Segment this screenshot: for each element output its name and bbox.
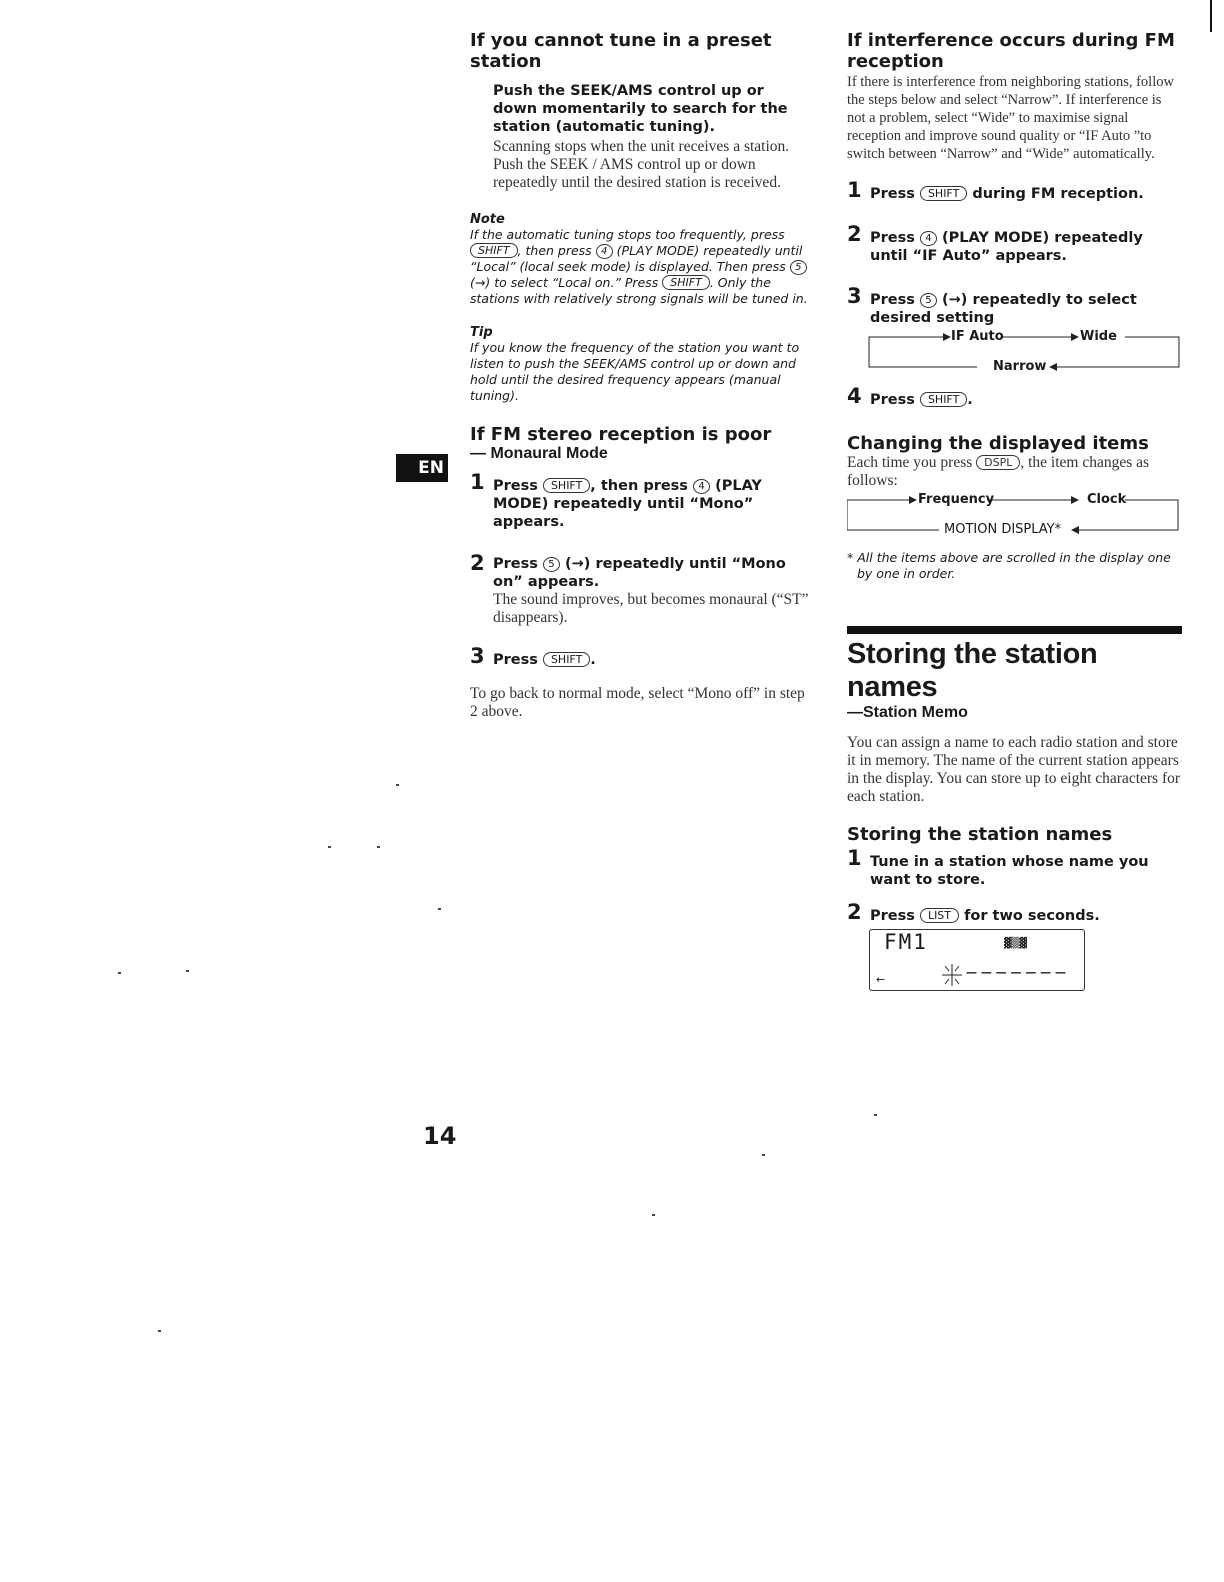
note-text bbox=[470, 227, 810, 307]
key-4-icon: 4 bbox=[693, 479, 710, 494]
step-text: (PLAY MODE) repeatedly until “IF Auto” appears. bbox=[870, 230, 1143, 264]
step-number: 3 bbox=[847, 284, 862, 308]
scan-speck bbox=[874, 1114, 877, 1116]
mono-step-1 bbox=[470, 470, 810, 531]
scan-speck bbox=[396, 784, 399, 786]
flow-clock: Clock bbox=[1087, 492, 1127, 507]
key-5-icon: 5 bbox=[790, 260, 807, 275]
step-text: Press bbox=[493, 478, 538, 494]
page-number: 14 bbox=[423, 1122, 457, 1150]
scan-speck bbox=[377, 846, 380, 848]
shift-key-icon: SHIFT bbox=[920, 392, 967, 407]
memo-subheading: Storing the station names bbox=[847, 824, 1113, 845]
scan-speck bbox=[652, 1214, 655, 1216]
shift-key-icon: SHIFT bbox=[470, 243, 518, 258]
key-5-icon: 5 bbox=[920, 293, 937, 308]
step-text: , then press bbox=[590, 478, 688, 494]
lcd-arrow: ← bbox=[876, 973, 886, 986]
shift-key-icon: SHIFT bbox=[920, 186, 967, 201]
step-text bbox=[493, 555, 810, 591]
display-body-text: , the item changes as follows: bbox=[847, 454, 1150, 489]
step-text: Press bbox=[870, 292, 915, 308]
right-column bbox=[847, 30, 1182, 991]
mono-subheading: — Monaural Mode bbox=[470, 445, 608, 462]
memo-body: You can assign a name to each radio station and store it in memory. The name of the current station appears in the display. You can store up to eight characters for each station. bbox=[847, 734, 1181, 805]
mono-step-2-body: The sound improves, but becomes monaural (“ST” disappears). bbox=[493, 591, 809, 626]
shift-key-icon: SHIFT bbox=[662, 275, 710, 290]
flow-narrow: Narrow bbox=[993, 359, 1047, 374]
interference-step-3 bbox=[847, 284, 1182, 327]
step-text: (→) repeatedly until “Mono on” appears. bbox=[493, 556, 786, 590]
scan-speck bbox=[186, 970, 189, 972]
flow-wide: Wide bbox=[1080, 329, 1117, 344]
step-number: 4 bbox=[847, 384, 862, 408]
tip-text: If you know the frequency of the station you want to listen to push the SEEK/AMS control up or down and hold until the desired frequency appears (manual tuning). bbox=[470, 340, 800, 403]
mono-heading: If FM stereo reception is poor bbox=[470, 424, 772, 445]
mono-step-3: 3 Press SHIFT . bbox=[470, 644, 596, 668]
interference-heading: If interference occurs during FM reception bbox=[847, 30, 1175, 72]
tip-title: Tip bbox=[470, 325, 493, 340]
step-text: Tune in a station whose name you want to store. bbox=[870, 854, 1149, 888]
display-body-text: Each time you press bbox=[847, 454, 973, 471]
step-number: 2 bbox=[847, 222, 862, 246]
memo-title: Storing the station names bbox=[847, 638, 1098, 703]
page-edge-mark bbox=[1210, 0, 1212, 32]
shift-key-icon: SHIFT bbox=[543, 652, 590, 667]
note-text-part: If the automatic tuning stops too frequently, press bbox=[470, 227, 785, 242]
key-4-icon: 4 bbox=[920, 231, 937, 246]
step-text: Press bbox=[870, 186, 915, 202]
scan-speck bbox=[328, 846, 331, 848]
step-text: Press bbox=[870, 392, 915, 408]
flow-motion-display: MOTION DISPLAY* bbox=[944, 522, 1062, 537]
note-title: Note bbox=[470, 212, 505, 227]
scan-speck bbox=[158, 1330, 161, 1332]
section-rule bbox=[847, 626, 1182, 634]
lcd-display bbox=[869, 929, 1085, 991]
note-block bbox=[470, 212, 810, 307]
flow-if-auto: IF Auto bbox=[951, 329, 1004, 344]
display-body bbox=[847, 454, 1182, 490]
step-text: Press bbox=[493, 652, 538, 668]
flow-frequency: Frequency bbox=[918, 492, 995, 507]
lcd-band: FM1 bbox=[884, 930, 928, 954]
preset-body: Scanning stops when the unit receives a station. Push the SEEK / AMS control up or down repeatedly until the desired station is received. bbox=[493, 138, 790, 191]
note-text-part: , then press bbox=[517, 243, 592, 258]
scan-speck bbox=[118, 972, 121, 974]
memo-step-1 bbox=[847, 846, 1182, 889]
step-text: during FM reception. bbox=[972, 186, 1144, 202]
memo-step-2 bbox=[847, 900, 1182, 925]
key-4-icon: 4 bbox=[596, 244, 613, 259]
step-number: 3 bbox=[470, 644, 485, 668]
dspl-key-icon: DSPL bbox=[976, 455, 1020, 470]
step-number: 1 bbox=[847, 846, 862, 870]
step-text: for two seconds. bbox=[964, 908, 1100, 924]
mono-step-2 bbox=[470, 551, 810, 627]
shift-key-icon: SHIFT bbox=[543, 478, 590, 493]
note-text-part: (PLAY MODE) repeatedly until “Local” (local seek mode) is displayed. Then press bbox=[470, 243, 803, 274]
step-text: (→) repeatedly to select desired setting bbox=[870, 292, 1137, 326]
display-footnote: * All the items above are scrolled in the display one by one in order. bbox=[847, 550, 1171, 581]
scan-speck bbox=[762, 1154, 765, 1156]
preset-instruction: Push the SEEK/AMS control up or down momentarily to search for the station (automatic tuning). bbox=[493, 83, 788, 135]
step-text: Press bbox=[870, 908, 915, 924]
step-text: (PLAY MODE) repeatedly until “Mono” appears. bbox=[493, 478, 762, 530]
interference-step-4: 4 Press SHIFT . bbox=[847, 384, 973, 408]
step-text: Press bbox=[870, 230, 915, 246]
note-text-part: . Only the stations with relatively strong signals will be tuned in. bbox=[470, 275, 808, 306]
tip-block bbox=[470, 325, 810, 404]
scan-speck bbox=[438, 908, 441, 910]
step-number: 1 bbox=[847, 178, 862, 202]
key-5-icon: 5 bbox=[543, 557, 560, 572]
step-number: 2 bbox=[470, 551, 485, 575]
preset-heading: If you cannot tune in a preset station bbox=[470, 30, 772, 72]
display-cycle-diagram bbox=[847, 492, 1182, 538]
blinking-cursor-icon bbox=[940, 962, 964, 988]
interference-step-1 bbox=[847, 178, 1182, 203]
interference-step-2 bbox=[847, 222, 1182, 265]
interference-body: If there is interference from neighboring stations, follow the steps below and select “Narrow”. If interference is not a problem, select “Wide” to maximise signal reception and improve sound quality or “IF Auto ”to switch between “Narrow” and “Wide” automatically. bbox=[847, 74, 1174, 162]
step-number: 2 bbox=[847, 900, 862, 924]
if-mode-cycle-diagram bbox=[847, 331, 1182, 375]
signal-icon: ▓▒▓ bbox=[1004, 938, 1028, 949]
step-number: 1 bbox=[470, 470, 485, 494]
step-text: Press bbox=[493, 556, 538, 572]
left-column bbox=[470, 30, 810, 721]
language-tab-en: EN bbox=[396, 454, 448, 482]
list-key-icon: LIST bbox=[920, 908, 959, 923]
mono-back-text: To go back to normal mode, select “Mono off” in step 2 above. bbox=[470, 685, 805, 720]
display-heading: Changing the displayed items bbox=[847, 433, 1149, 454]
memo-subtitle: —Station Memo bbox=[847, 704, 968, 721]
lcd-dashes: — — — — — — — bbox=[966, 966, 1066, 979]
note-text-part: (→) to select “Local on.” Press bbox=[470, 275, 659, 290]
mono-section bbox=[470, 424, 810, 721]
